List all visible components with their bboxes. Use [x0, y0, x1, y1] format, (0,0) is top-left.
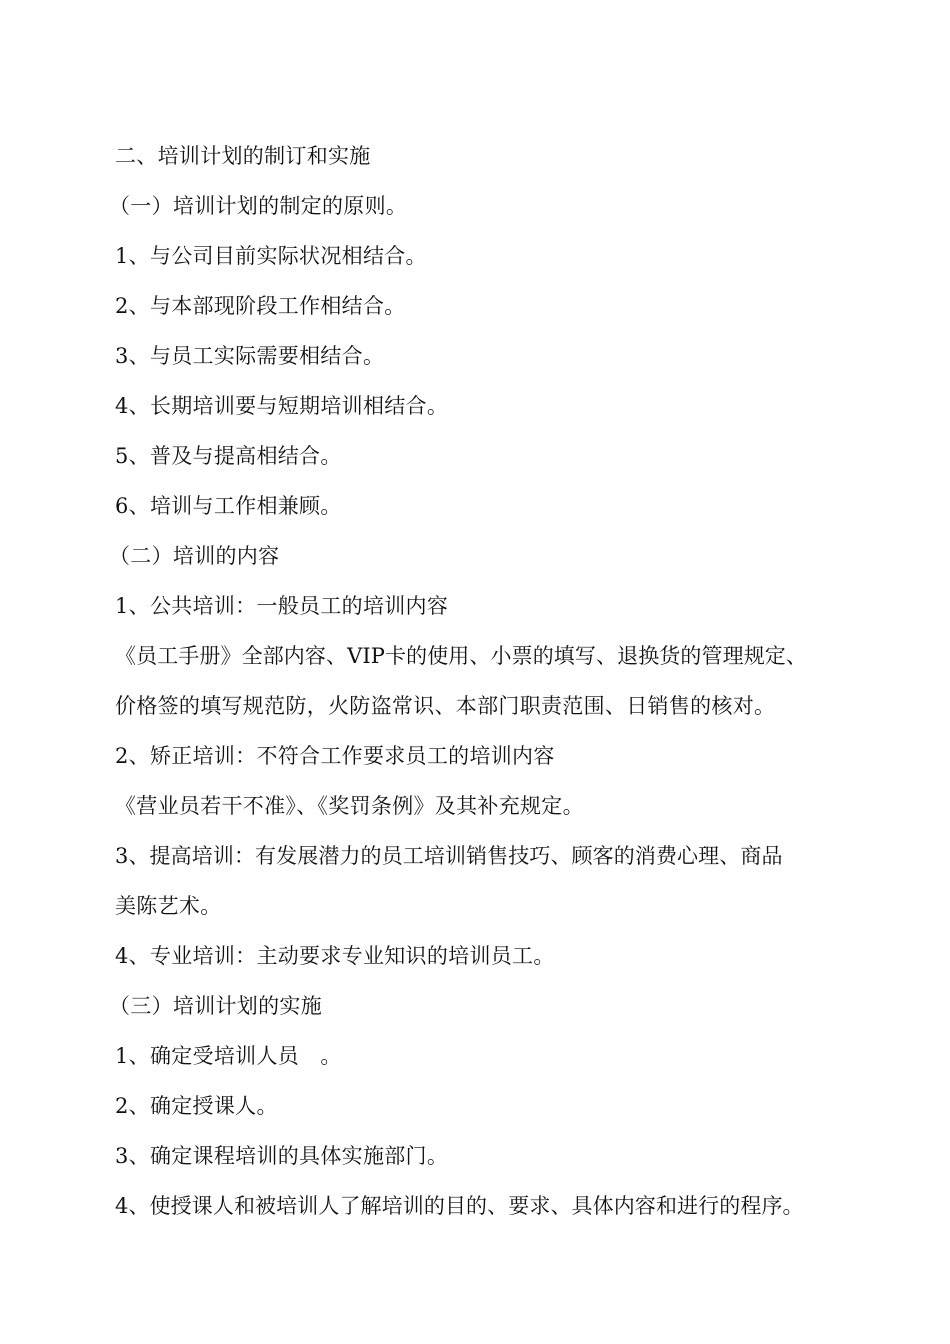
content-item-corrective-training: 2、矫正培训：不符合工作要求员工的培训内容	[115, 744, 555, 768]
content-item-public-detail: 《员工手册》全部内容、VIP卡的使用、小票的填写、退换货的管理规定、	[115, 644, 807, 668]
principle-item: 5、普及与提高相结合。	[115, 444, 342, 468]
principle-item: 1、与公司目前实际状况相结合。	[115, 244, 427, 268]
implementation-item: 4、使授课人和被培训人了解培训的目的、要求、具体内容和进行的程序。	[115, 1194, 804, 1218]
implementation-item: 1、确定受培训人员 。	[115, 1044, 342, 1068]
implementation-item: 3、确定课程培训的具体实施部门。	[115, 1144, 449, 1168]
content-item-professional-training: 4、专业培训：主动要求专业知识的培训员工。	[115, 944, 555, 968]
implementation-item: 2、确定授课人。	[115, 1094, 278, 1118]
section-title: 二、培训计划的制订和实施	[115, 144, 371, 168]
subsection-heading-principles: （一）培训计划的制定的原则。	[109, 194, 408, 218]
content-item-advanced-training: 3、提高培训：有发展潜力的员工培训销售技巧、顾客的消费心理、商品	[115, 844, 783, 868]
principle-item: 6、培训与工作相兼顾。	[115, 494, 342, 518]
principle-item: 2、与本部现阶段工作相结合。	[115, 294, 406, 318]
content-item-public-detail: 价格签的填写规范防，火防盗常识、本部门职责范围、日销售的核对。	[115, 694, 776, 718]
subsection-heading-content: （二）培训的内容	[109, 544, 280, 568]
content-item-corrective-detail: 《营业员若干不准》、《奖罚条例》及其补充规定。	[115, 794, 584, 818]
principle-item: 4、长期培训要与短期培训相结合。	[115, 394, 449, 418]
principle-item: 3、与员工实际需要相结合。	[115, 344, 385, 368]
content-item-advanced-detail: 美陈艺术。	[115, 894, 222, 918]
subsection-heading-implementation: （三）培训计划的实施	[109, 994, 322, 1018]
content-item-public-training: 1、公共培训：一般员工的培训内容	[115, 594, 449, 618]
document-body	[109, 131, 855, 1231]
